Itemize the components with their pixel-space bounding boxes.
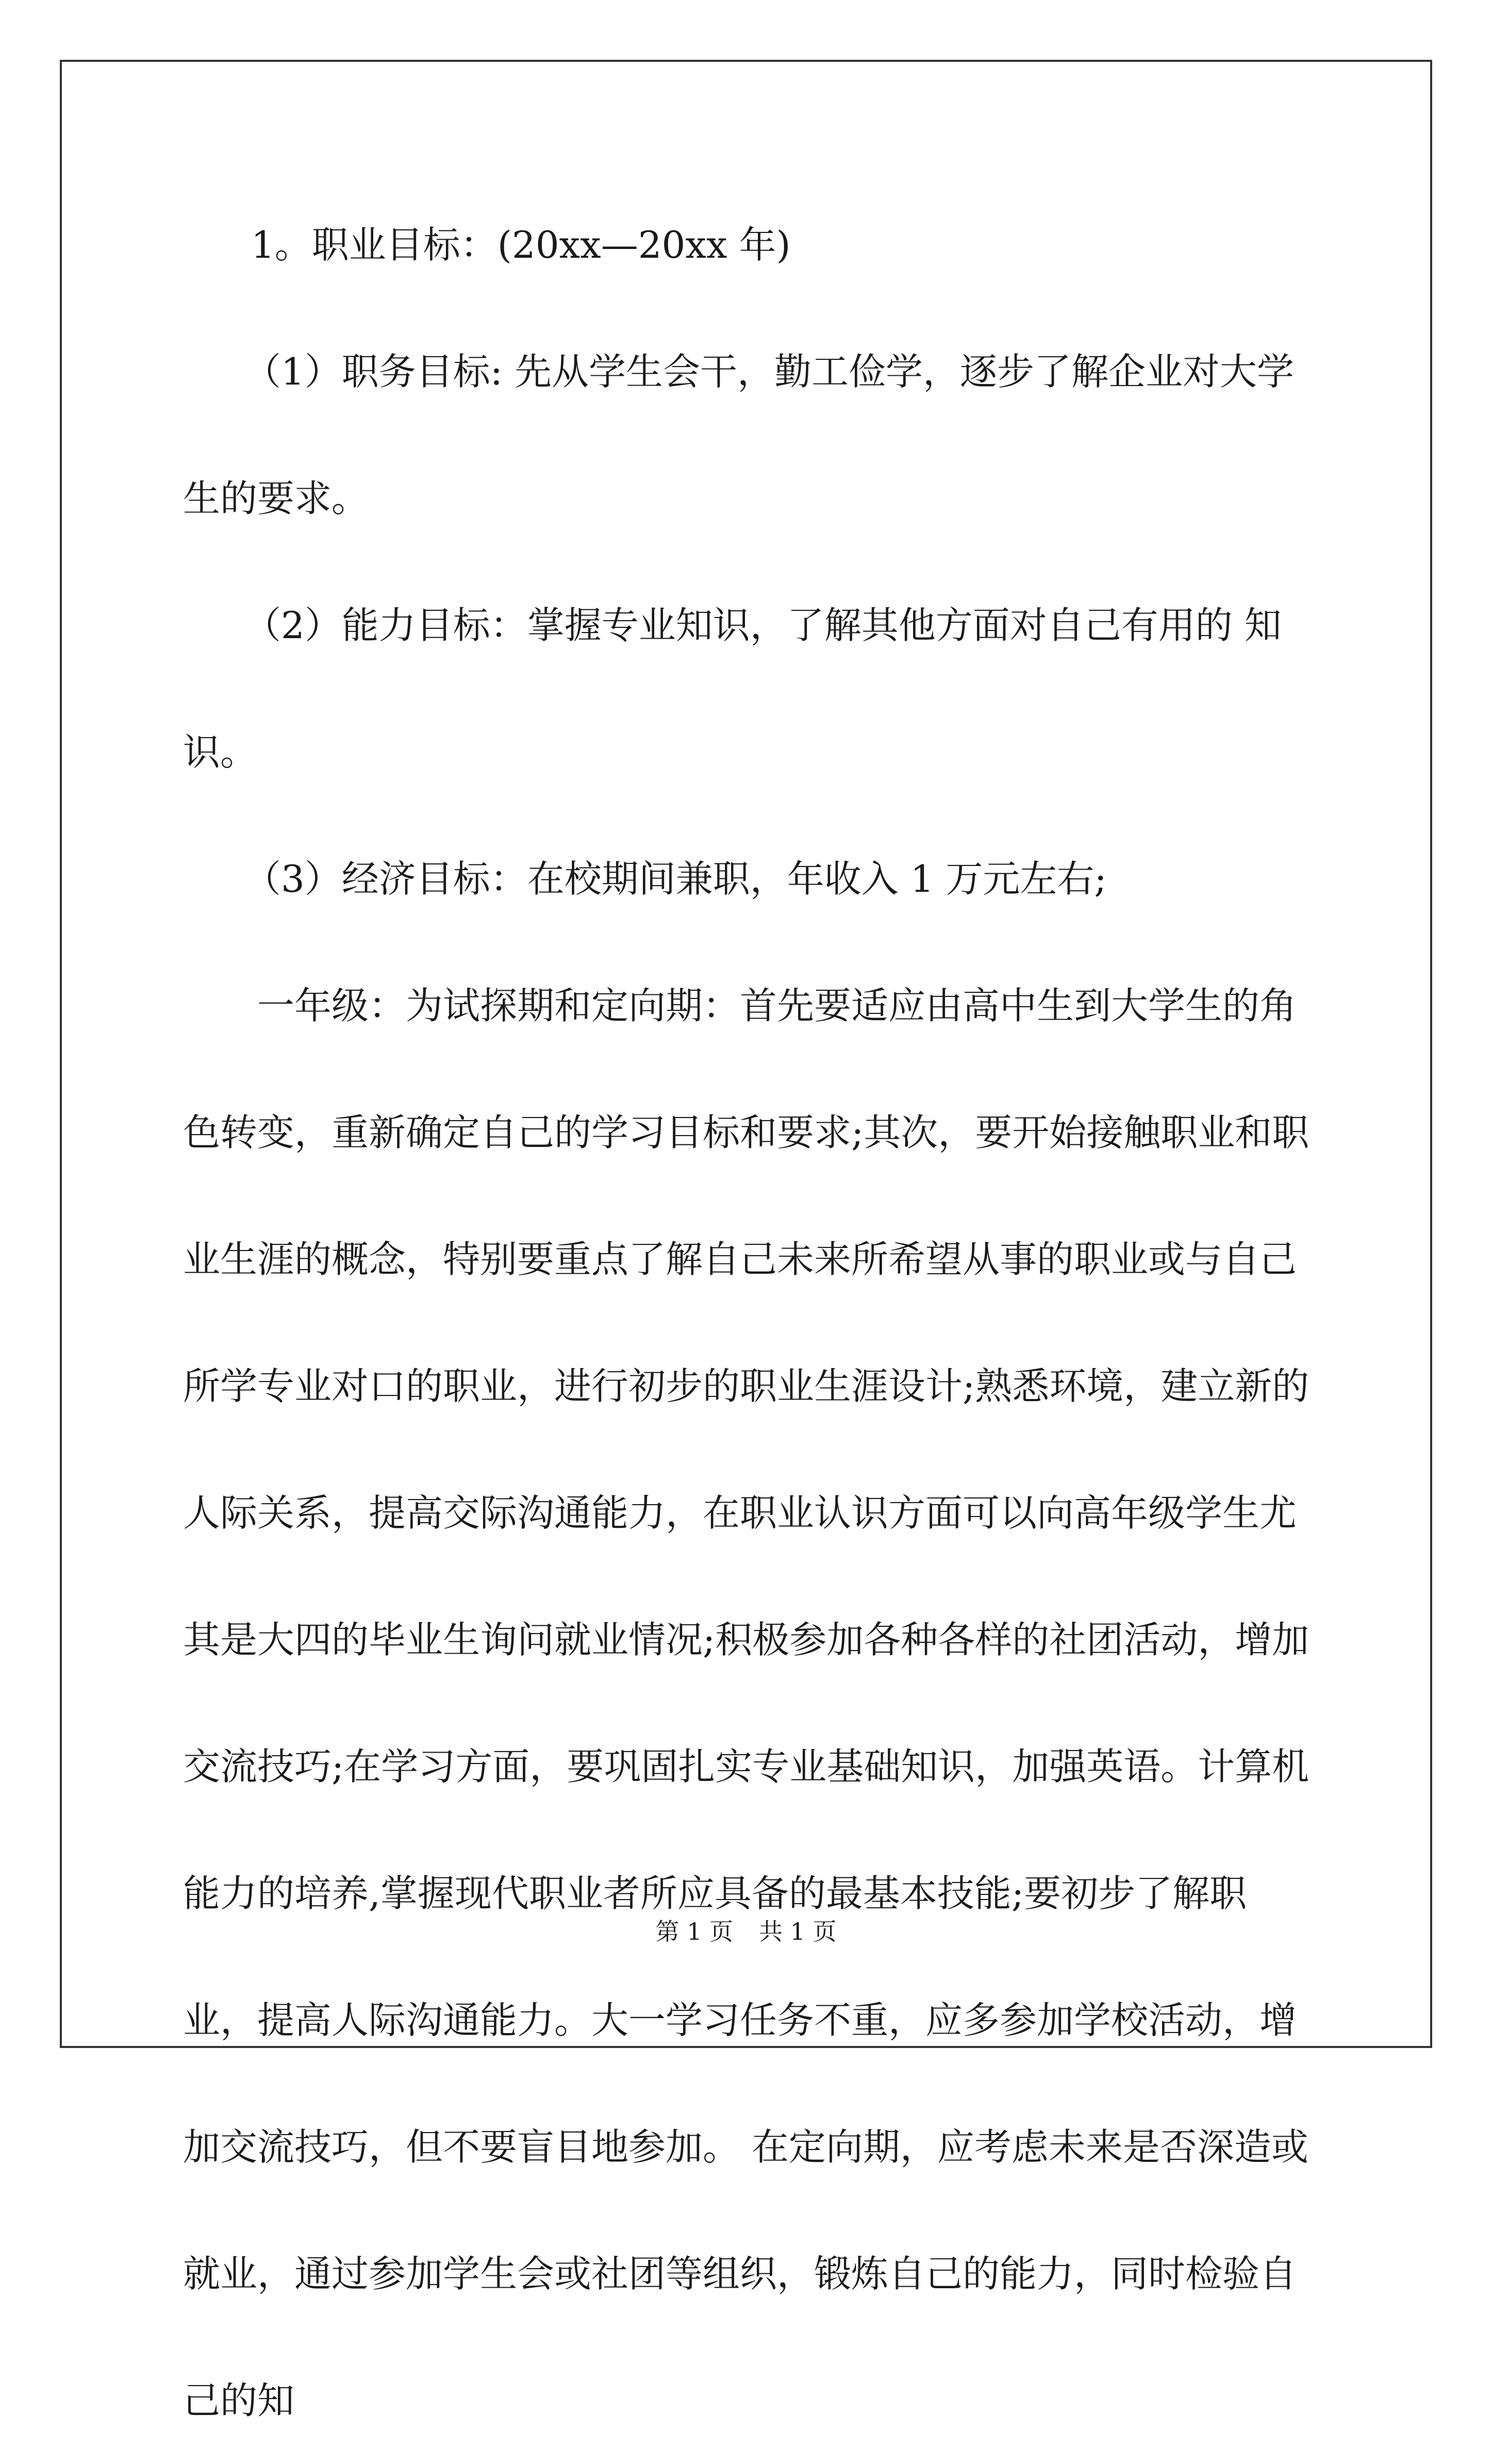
page-number-current: 第 1 页 [655, 1918, 733, 1945]
goal-economic-paragraph: （3）经济目标：在校期间兼职，年收入 1 万元左右; [244, 857, 1107, 901]
year-one-paragraph: 一年级：为试探期和定向期：首先要适应由高中生到大学生的角色转变，重新确定自己的学习目标和要求;其次，要开始接触职业和职业生涯的概念，特别要重点了解自己未来所希望从事的职业或与自己所学专业对口的职业，进行初步的职业生涯设计;熟悉环境，建立新的人际关系，提高交际沟通能力，在职业认识方面可以向高年级学生尤其是大四的毕业生询问就业情况;积极参加各种各样的社团活动，增加交流技巧;在学习方面，要巩固扎实专业基础知识，加强英语。计算机能力的培养,掌握现代职业者所应具备的最基本技能;要初步了解职业，提高人际沟通能力。大一学习任务不重，应多参加学校活动，增加交流技巧，但不要盲目地参加。 在定向期，应考虑未来是否深造或就业，通过参加学生会或社团等组织，锻炼自己的能力，同时检验自己的知 [183, 984, 1309, 2422]
goal-ability-paragraph: （2）能力目标：掌握专业知识，了解其他方面对自己有用的 知识。 [183, 604, 1282, 774]
goal-duty-paragraph: （1）职务目标: 先从学生会干，勤工俭学，逐步了解企业对大学生的要求。 [183, 350, 1294, 520]
page-number-total: 共 1 页 [759, 1918, 837, 1945]
page-footer [0, 1916, 1492, 1947]
document-body [183, 181, 1315, 2464]
goal-heading: 1。职业目标：(20xx—20xx 年) [251, 223, 791, 267]
